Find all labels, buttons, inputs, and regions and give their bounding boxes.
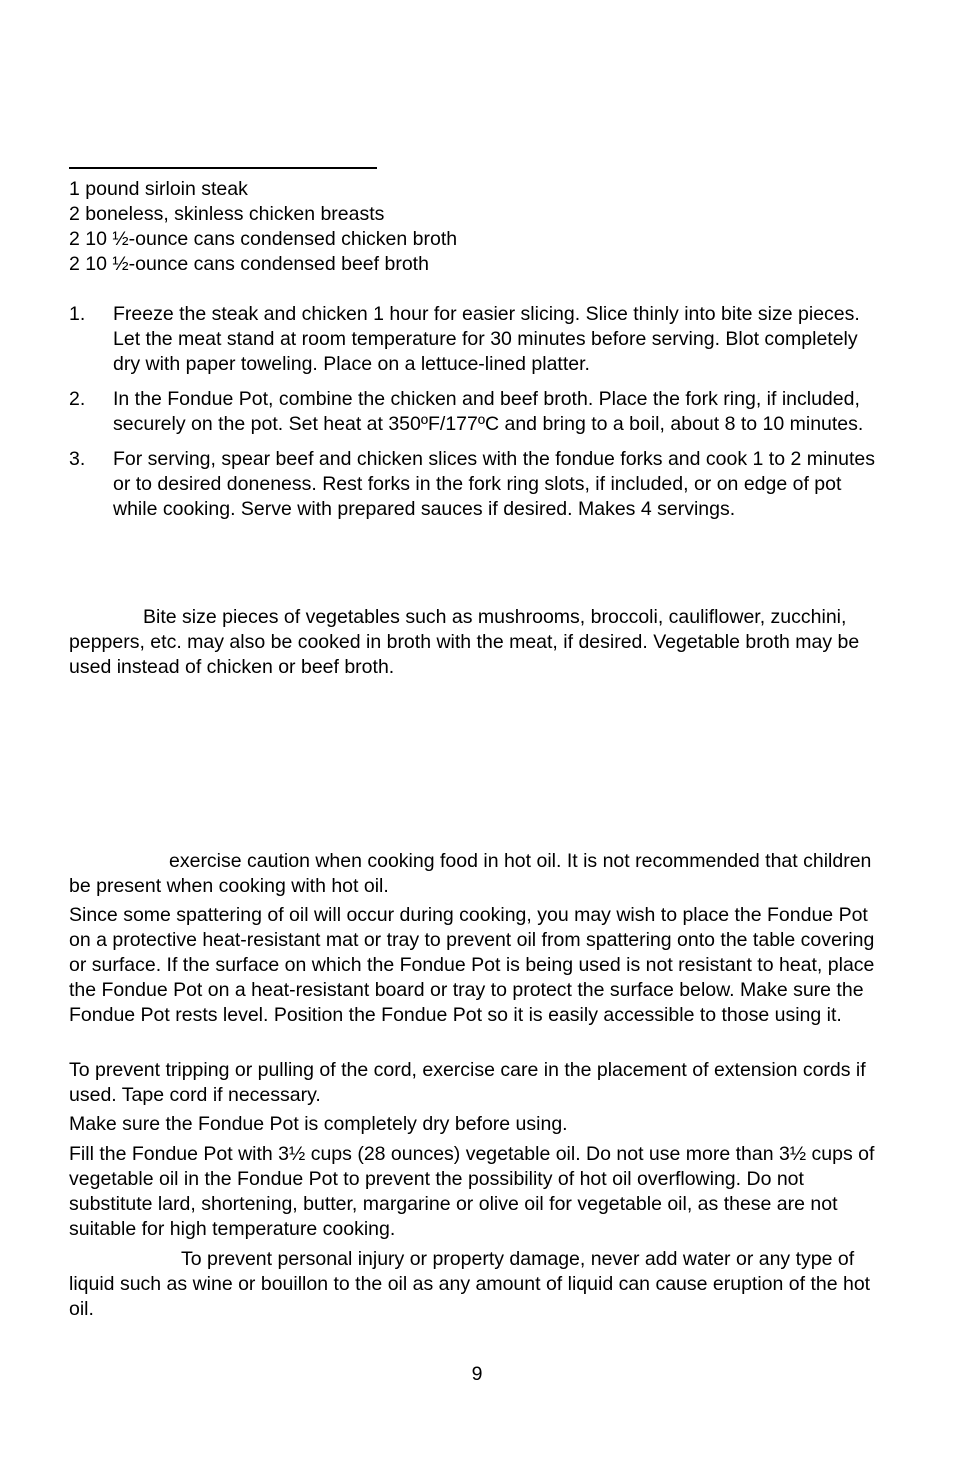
- dry-paragraph: Make sure the Fondue Pot is completely dry before using.: [69, 1113, 568, 1135]
- ingredient-item: 2 10 ½-ounce cans condensed chicken broth: [69, 228, 458, 250]
- instruction-step: [69, 302, 889, 377]
- step-text: For serving, spear beef and chicken slices with the fondue forks and cook 1 to 2 minutes or to desired doneness. Rest forks in the fork ring slots, if included, or on edge of pot while cooking. Serve with prepared sauces if desired. Makes 4 servings.: [113, 448, 875, 520]
- step-number: 1.: [69, 303, 86, 325]
- instruction-steps: [69, 302, 889, 532]
- spattering-paragraph: Since some spattering of oil will occur during cooking, you may wish to place the Fondue Pot on a protective heat-resistant mat or tray to prevent oil from spattering onto the table covering or surface. If the surface on which the Fondue Pot is being used is not resistant to heat, place the Fondue Pot on a heat-resistant board or tray to protect the surface below. Make sure the Fondue Pot rests level. Position the Fondue Pot so it is easily accessible to those using it.: [69, 904, 875, 1026]
- step-number: 3.: [69, 448, 86, 470]
- step-text: In the Fondue Pot, combine the chicken and beef broth. Place the fork ring, if included, securely on the pot. Set heat at 350ºF/177ºC and bring to a boil, about 8 to 10 minutes.: [113, 388, 864, 435]
- step-text: Freeze the steak and chicken 1 hour for easier slicing. Slice thinly into bite size pieces. Let the meat stand at room temperature for 30 minutes before serving. Blot completely dry with paper toweling. Place on a lettuce-lined platter.: [113, 303, 860, 375]
- fill-paragraph: Fill the Fondue Pot with 3½ cups (28 ounces) vegetable oil. Do not use more than 3½ cups of vegetable oil in the Fondue Pot to prevent the possibility of hot oil overflowing. Do not substitute lard, shortening, butter, margarine or olive oil for vegetable oil, as these are not suitable for high temperature cooking.: [69, 1143, 875, 1240]
- step-number: 2.: [69, 388, 86, 410]
- ingredient-list: [69, 177, 457, 277]
- instruction-step: [69, 387, 889, 437]
- ingredient-item: 1 pound sirloin steak: [69, 178, 248, 200]
- section-divider: [69, 167, 377, 169]
- caution-paragraph: exercise caution when cooking food in hot oil. It is not recommended that children be present when cooking with hot oil.: [69, 850, 872, 897]
- cord-paragraph: To prevent tripping or pulling of the cord, exercise care in the placement of extension cords if used. Tape cord if necessary.: [69, 1059, 866, 1106]
- tip-paragraph: Bite size pieces of vegetables such as mushrooms, broccoli, cauliflower, zucchini, peppers, etc. may also be cooked in broth with the meat, if desired. Vegetable broth may be used instead of chicken or beef broth.: [69, 606, 860, 678]
- page-number: 9: [471, 1363, 483, 1385]
- ingredient-item: 2 10 ½-ounce cans condensed beef broth: [69, 253, 429, 275]
- ingredient-item: 2 boneless, skinless chicken breasts: [69, 203, 385, 225]
- instruction-step: [69, 447, 889, 522]
- warning-paragraph: To prevent personal injury or property damage, never add water or any type of liquid such as wine or bouillon to the oil as any amount of liquid can cause eruption of the hot oil.: [69, 1248, 871, 1320]
